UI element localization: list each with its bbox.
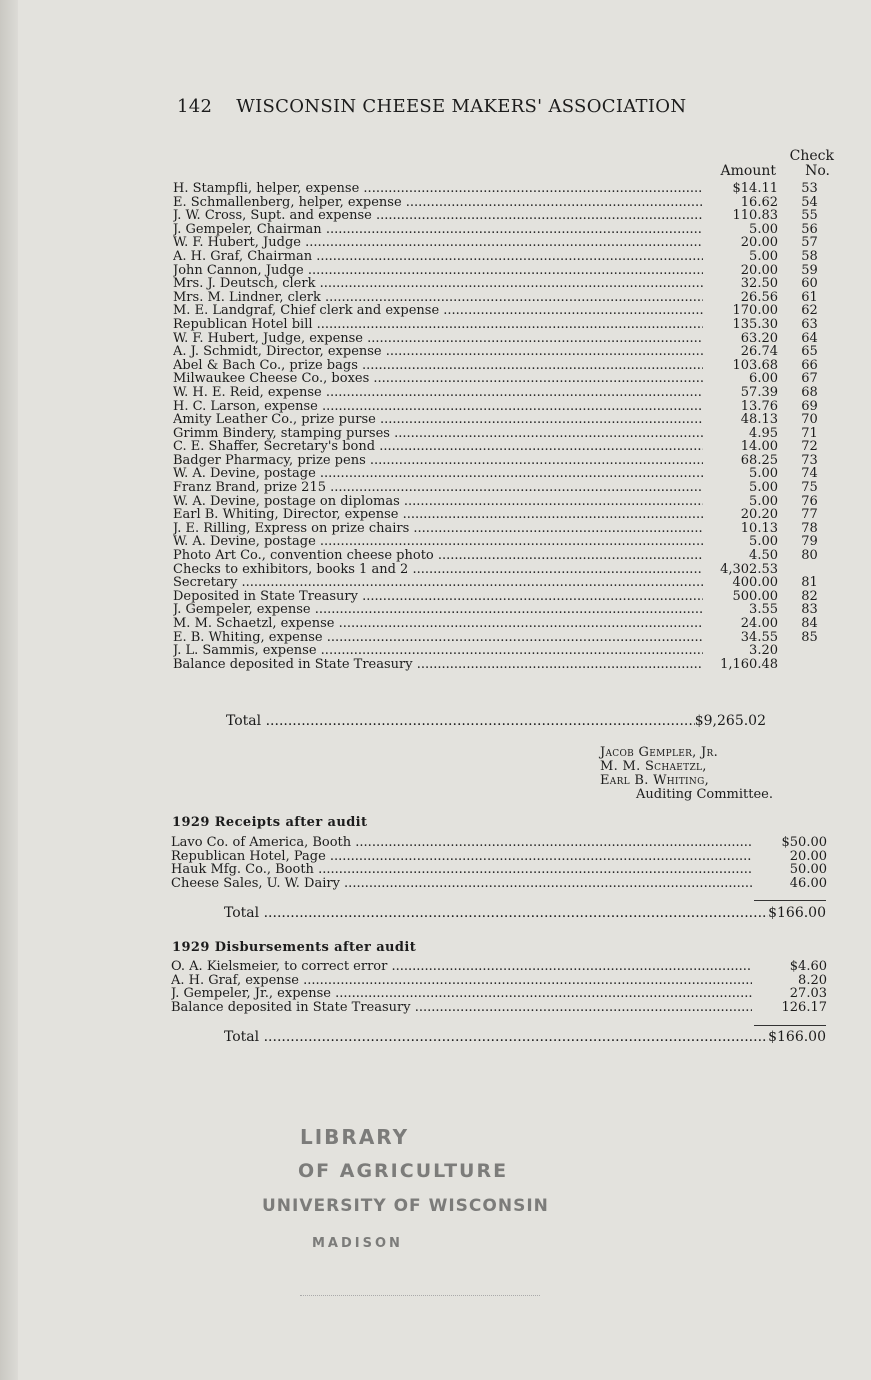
list-item [171, 850, 827, 864]
row-description: C. E. Shaffer, Secretary's bond ..... [173, 440, 703, 454]
row-check-number: 63 [801, 316, 818, 332]
total-rule [754, 1025, 826, 1026]
list-item [171, 877, 827, 891]
row-check-number [778, 644, 833, 658]
row-amount: 57.39 [740, 384, 778, 400]
row-check-number: 75 [801, 480, 818, 496]
table-row [173, 535, 833, 549]
stamp-line: LIBRARY [300, 1125, 410, 1149]
row-description: M. E. Landgraf, Chief clerk and expense ..... [173, 304, 703, 318]
item-description: Republican Hotel, Page ..... [171, 850, 752, 864]
row-check-number: 74 [801, 466, 818, 482]
row-amount: 5.00 [749, 466, 778, 482]
row-description: W. H. E. Reid, expense ..... [173, 386, 703, 400]
table-row [173, 400, 833, 414]
row-check-number: 60 [801, 276, 818, 292]
row-description: J. Gempeler, expense ..... [173, 603, 703, 617]
item-description: J. Gempeler, Jr., expense ..... [171, 987, 752, 1001]
stamp-line: OF AGRICULTURE [298, 1160, 509, 1182]
list-item [171, 863, 827, 877]
table-row [173, 236, 833, 250]
row-amount: 3.20 [749, 643, 778, 659]
row-amount: 26.74 [740, 344, 778, 360]
item-amount: 8.20 [798, 972, 827, 988]
table-row [173, 304, 833, 318]
row-amount: 16.62 [740, 194, 778, 210]
table-row [173, 291, 833, 305]
row-amount: 34.55 [740, 629, 778, 645]
row-amount: 5.00 [749, 480, 778, 496]
row-check-number: 73 [801, 452, 818, 468]
page-header [177, 96, 686, 117]
row-description: A. J. Schmidt, Director, expense ..... [173, 345, 703, 359]
row-check-number: 72 [801, 439, 818, 455]
row-amount: 400.00 [732, 575, 778, 591]
item-description: A. H. Graf, expense ..... [171, 974, 752, 988]
row-description: J. L. Sammis, expense ..... [173, 644, 703, 658]
row-amount: 20.00 [740, 262, 778, 278]
table-row [173, 196, 833, 210]
disbursements-after-audit-heading: 1929 Disbursements after audit [172, 940, 417, 955]
item-amount: 50.00 [789, 862, 827, 878]
disbursements-after-audit-total-row [224, 1029, 826, 1045]
table-row [173, 223, 833, 237]
row-amount: 4.50 [749, 548, 778, 564]
row-check-number: 78 [801, 520, 818, 536]
row-check-number: 80 [801, 548, 818, 564]
table-row [173, 590, 833, 604]
row-description: Franz Brand, prize 215 ..... [173, 481, 703, 495]
row-description: Balance deposited in State Treasury ..... [173, 658, 703, 672]
row-amount: 20.00 [740, 235, 778, 251]
disbursements-after-audit-list [171, 960, 827, 1014]
stamp-line: MADISON [312, 1236, 403, 1251]
row-description: W. A. Devine, postage ..... [173, 535, 703, 549]
row-check-number: 71 [801, 425, 818, 441]
total-label: Total ..... [224, 905, 768, 921]
table-row [173, 467, 833, 481]
row-description: John Cannon, Judge ..... [173, 264, 703, 278]
row-amount: 103.68 [732, 357, 778, 373]
table-row [173, 481, 833, 495]
list-item [171, 987, 827, 1001]
row-amount: 5.00 [749, 248, 778, 264]
check-heading-line2: No. [805, 163, 830, 179]
item-amount: $50.00 [781, 835, 827, 850]
committee-member: Earl B. Whiting, [600, 773, 710, 788]
row-description: Mrs. M. Lindner, clerk ..... [173, 291, 703, 305]
item-description: Hauk Mfg. Co., Booth ..... [171, 863, 752, 877]
table-row [173, 345, 833, 359]
table-row [173, 549, 833, 563]
row-check-number: 64 [801, 330, 818, 346]
auditing-committee [600, 746, 773, 802]
table-row [173, 318, 833, 332]
row-check-number [778, 658, 833, 672]
row-check-number: 59 [801, 262, 818, 278]
table-row [173, 277, 833, 291]
item-amount: 27.03 [789, 986, 827, 1002]
row-description: W. A. Devine, postage ..... [173, 467, 703, 481]
row-description: Amity Leather Co., prize purse ..... [173, 413, 703, 427]
total-value: $166.00 [768, 1029, 826, 1045]
table-row [173, 386, 833, 400]
row-check-number: 76 [801, 493, 818, 509]
table-row [173, 250, 833, 264]
item-description: Balance deposited in State Treasury ..... [171, 1001, 752, 1015]
row-amount: 170.00 [732, 303, 778, 319]
table-row [173, 563, 833, 577]
row-amount: 4,302.53 [720, 561, 778, 577]
row-check-number: 62 [801, 303, 818, 319]
total-value: $166.00 [768, 905, 826, 921]
row-amount: 10.13 [740, 520, 778, 536]
row-description: Checks to exhibitors, books 1 and 2 ..... [173, 563, 703, 577]
row-check-number: 55 [801, 208, 818, 224]
row-amount: 5.00 [749, 534, 778, 550]
row-amount: $14.11 [732, 181, 778, 196]
row-check-number: 53 [801, 181, 818, 196]
row-check-number: 83 [801, 602, 818, 618]
row-amount: 14.00 [740, 439, 778, 455]
table-row [173, 631, 833, 645]
row-check-number: 67 [801, 371, 818, 387]
row-description: Deposited in State Treasury ..... [173, 590, 703, 604]
row-description: Republican Hotel bill ..... [173, 318, 703, 332]
disbursements-table [173, 182, 833, 671]
row-amount: 68.25 [740, 452, 778, 468]
item-amount: 126.17 [781, 999, 827, 1015]
list-item [171, 960, 827, 974]
table-row [173, 617, 833, 631]
row-description: Earl B. Whiting, Director, expense ..... [173, 508, 703, 522]
row-description: E. Schmallenberg, helper, expense ..... [173, 196, 703, 210]
row-check-number: 77 [801, 507, 818, 523]
table-row [173, 576, 833, 590]
row-amount: 5.00 [749, 493, 778, 509]
amount-column-heading: Amount [720, 163, 776, 179]
row-description: Badger Pharmacy, prize pens ..... [173, 454, 703, 468]
row-amount: 13.76 [740, 398, 778, 414]
receipts-after-audit-heading: 1929 Receipts after audit [172, 815, 368, 830]
row-amount: 110.83 [732, 208, 778, 224]
committee-title: Auditing Committee. [636, 787, 774, 802]
row-check-number: 65 [801, 344, 818, 360]
row-check-number: 79 [801, 534, 818, 550]
table-row [173, 454, 833, 468]
total-value: $9,265.02 [694, 713, 766, 729]
row-amount: 24.00 [740, 616, 778, 631]
row-description: M. M. Schaetzl, expense ..... [173, 617, 703, 631]
check-heading-line1: Check [789, 148, 834, 164]
row-amount: 500.00 [732, 588, 778, 604]
row-description: W. F. Hubert, Judge, expense ..... [173, 332, 703, 346]
row-amount: 1,160.48 [720, 656, 778, 672]
row-check-number: 54 [801, 194, 818, 210]
row-description: Secretary ..... [173, 576, 703, 590]
receipts-after-audit-list [171, 836, 827, 890]
row-description: W. F. Hubert, Judge ..... [173, 236, 703, 250]
list-item [171, 1001, 827, 1015]
row-description: E. B. Whiting, expense ..... [173, 631, 703, 645]
page-spine-shadow [0, 0, 18, 1380]
disbursements-total-row [226, 713, 766, 729]
row-check-number: 82 [801, 588, 818, 604]
table-row [173, 372, 833, 386]
committee-member: Jacob Gempler, Jr. [600, 745, 719, 760]
item-description: O. A. Kielsmeier, to correct error ..... [171, 960, 752, 974]
total-label: Total ..... [226, 713, 695, 729]
row-check-number: 70 [801, 412, 818, 428]
row-description: J. Gempeler, Chairman ..... [173, 223, 703, 237]
row-check-number: 58 [801, 248, 818, 264]
row-check-number: 84 [801, 616, 818, 631]
page-number: 142 [177, 96, 213, 117]
row-description: J. E. Rilling, Express on prize chairs ..... [173, 522, 703, 536]
row-check-number: 68 [801, 384, 818, 400]
row-check-number [778, 563, 833, 577]
table-row [173, 413, 833, 427]
row-amount: 63.20 [740, 330, 778, 346]
row-description: Photo Art Co., convention cheese photo ..... [173, 549, 703, 563]
stamp-line: UNIVERSITY OF WISCONSIN [262, 1196, 549, 1216]
total-rule [754, 900, 826, 901]
row-description: J. W. Cross, Supt. and expense ..... [173, 209, 703, 223]
item-description: Cheese Sales, U. W. Dairy ..... [171, 877, 752, 891]
running-title: WISCONSIN CHEESE MAKERS' ASSOCIATION [236, 96, 687, 117]
committee-member: M. M. Schaetzl, [600, 759, 707, 774]
table-row [173, 440, 833, 454]
item-amount: 46.00 [789, 875, 827, 891]
table-row [173, 603, 833, 617]
table-row [173, 508, 833, 522]
row-amount: 48.13 [740, 412, 778, 428]
row-check-number: 69 [801, 398, 818, 414]
item-description: Lavo Co. of America, Booth ..... [171, 836, 752, 850]
row-description: H. C. Larson, expense ..... [173, 400, 703, 414]
row-amount: 26.56 [740, 289, 778, 305]
item-amount: 20.00 [789, 848, 827, 864]
check-column-heading [770, 148, 834, 164]
table-row [173, 332, 833, 346]
faint-dotted-line [300, 1295, 540, 1296]
receipts-total-row [224, 905, 826, 921]
row-description: A. H. Graf, Chairman ..... [173, 250, 703, 264]
table-row [173, 495, 833, 509]
row-check-number: 56 [801, 221, 818, 237]
row-amount: 135.30 [732, 316, 778, 332]
table-row [173, 209, 833, 223]
list-item [171, 974, 827, 988]
row-amount: 5.00 [749, 221, 778, 237]
table-row [173, 658, 833, 672]
row-description: Mrs. J. Deutsch, clerk ..... [173, 277, 703, 291]
table-row [173, 182, 833, 196]
row-amount: 32.50 [740, 276, 778, 292]
total-label: Total ..... [224, 1029, 768, 1045]
table-row [173, 522, 833, 536]
row-amount: 3.55 [749, 602, 778, 618]
row-description: Grimm Bindery, stamping purses ..... [173, 427, 703, 441]
row-check-number: 66 [801, 357, 818, 373]
row-check-number: 61 [801, 289, 818, 305]
row-amount: 20.20 [740, 507, 778, 523]
item-amount: $4.60 [789, 959, 827, 974]
row-description: Abel & Bach Co., prize bags ..... [173, 359, 703, 373]
list-item [171, 836, 827, 850]
row-amount: 6.00 [749, 371, 778, 387]
table-row [173, 359, 833, 373]
row-amount: 4.95 [749, 425, 778, 441]
table-row [173, 644, 833, 658]
table-row [173, 264, 833, 278]
row-description: W. A. Devine, postage on diplomas ..... [173, 495, 703, 509]
table-row [173, 427, 833, 441]
row-description: H. Stampfli, helper, expense ..... [173, 182, 703, 196]
row-check-number: 85 [801, 629, 818, 645]
row-description: Milwaukee Cheese Co., boxes ..... [173, 372, 703, 386]
row-check-number: 57 [801, 235, 818, 251]
row-check-number: 81 [801, 575, 818, 591]
